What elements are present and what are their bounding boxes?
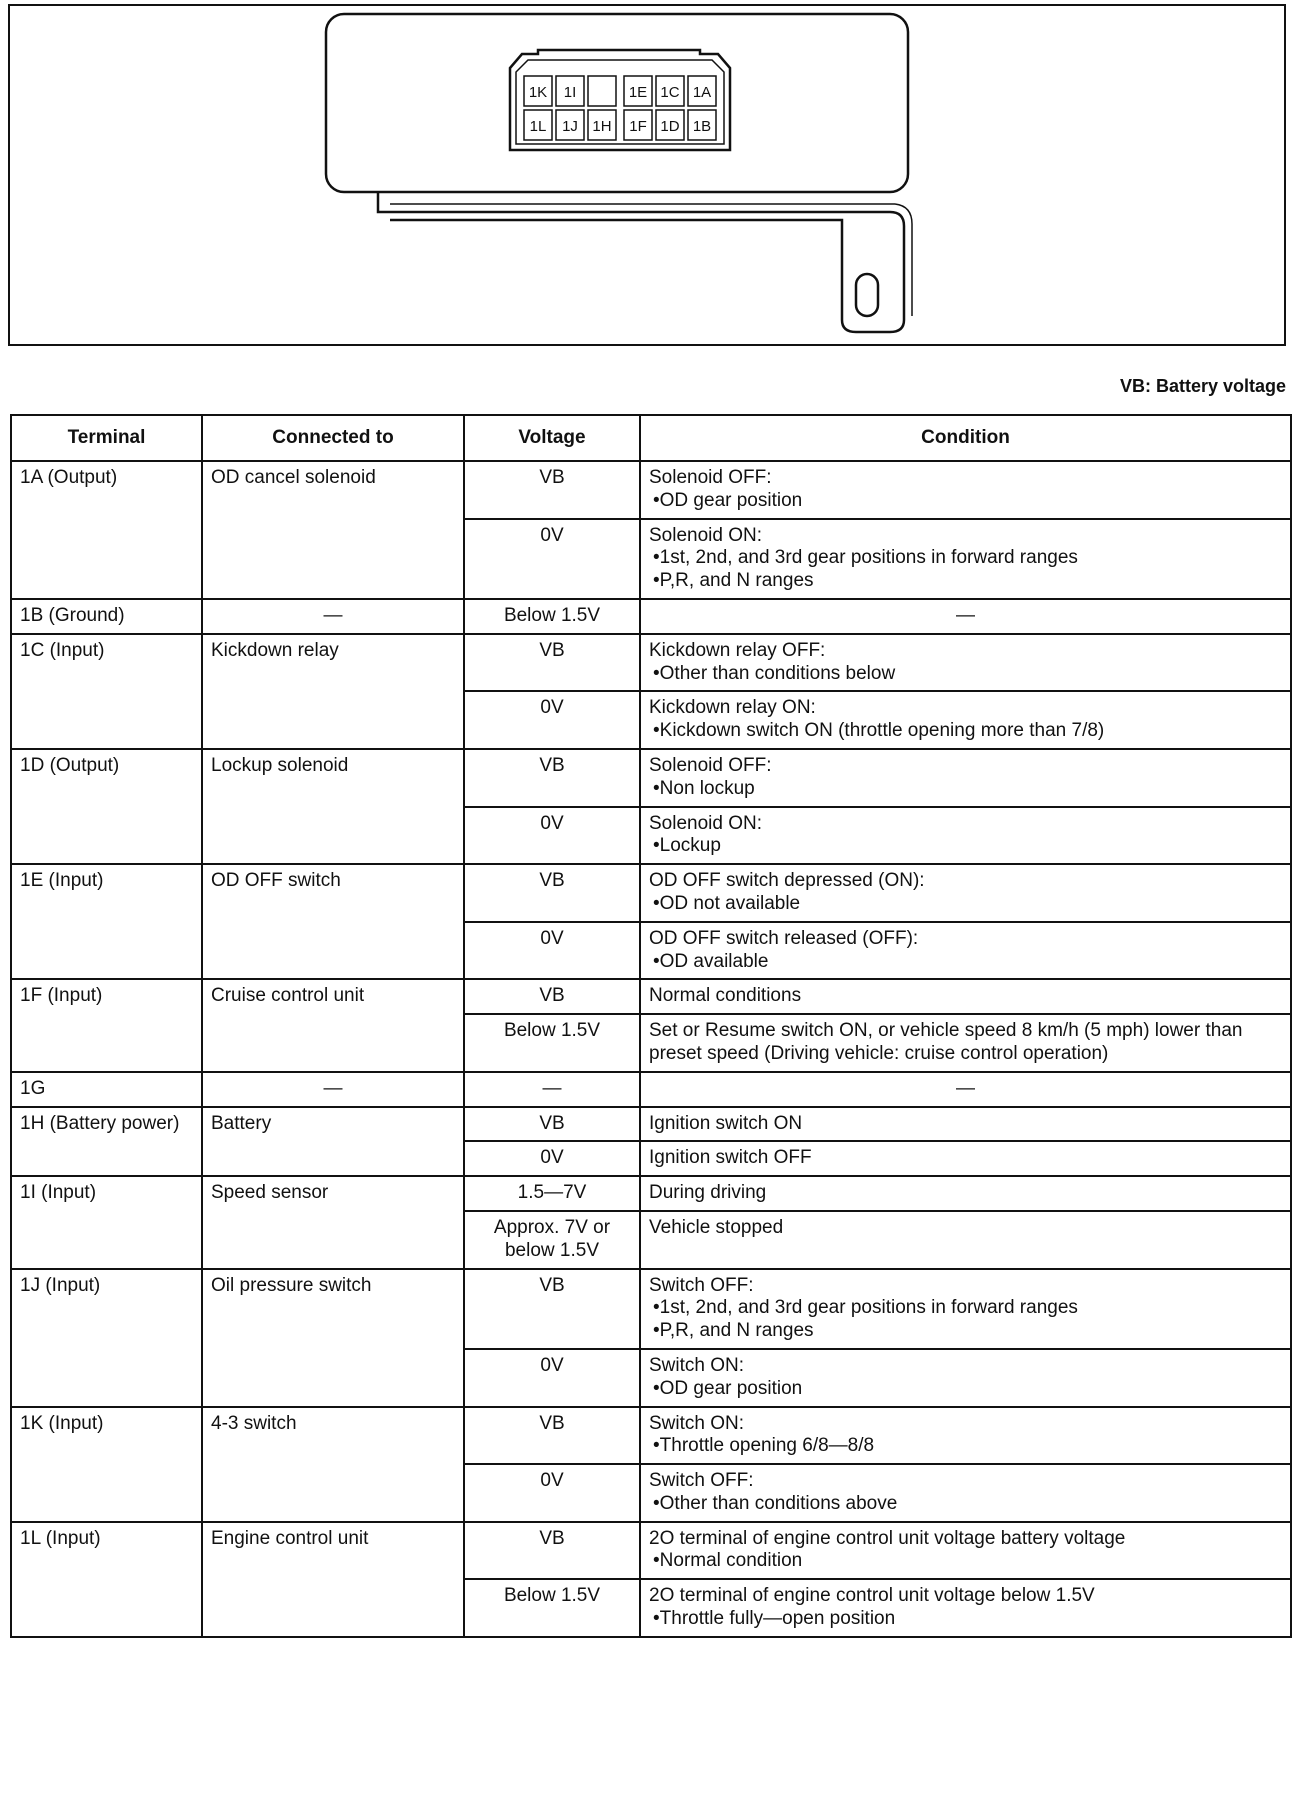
condition-cell: [640, 1072, 1291, 1107]
condition-bullet: • Throttle fully—open position: [649, 1608, 1282, 1631]
condition-text: Set or Resume switch ON, or vehicle speed 8 km/h (5 mph) lower than preset speed (Driving vehicle: cruise control operation): [649, 1020, 1243, 1064]
voltage-cell: 0V: [464, 519, 640, 599]
condition-bullet: • Normal condition: [649, 1550, 1282, 1573]
table-row: [11, 1072, 1291, 1107]
connected-to-cell: OD cancel solenoid: [202, 461, 464, 599]
condition-cell: [640, 922, 1291, 980]
battery-voltage-note: VB: Battery voltage: [1119, 376, 1286, 396]
connected-to-cell: Speed sensor: [202, 1176, 464, 1268]
voltage-cell: —: [464, 1072, 640, 1107]
condition-text: Normal conditions: [649, 985, 802, 1007]
terminal-cell: 1E (Input): [11, 864, 202, 979]
connector-pins: [524, 76, 716, 140]
voltage-cell: VB: [464, 634, 640, 692]
table-row: [11, 1522, 1291, 1580]
condition-text: 2O terminal of engine control unit voltage below 1.5V: [649, 1585, 1095, 1607]
condition-text: —: [956, 604, 975, 626]
condition-bullet: • P,R, and N ranges: [649, 570, 1282, 593]
terminal-cell: 1A (Output): [11, 461, 202, 599]
connected-to-cell: Engine control unit: [202, 1522, 464, 1637]
pin-label: 1I: [563, 84, 577, 101]
header-condition: Condition: [640, 415, 1291, 461]
pin-label: 1C: [660, 84, 680, 101]
unit-housing: [326, 14, 908, 192]
condition-text: Switch OFF:: [649, 1470, 754, 1492]
condition-cell: [640, 1464, 1291, 1522]
pin-label: 1J: [562, 118, 578, 135]
condition-cell: [640, 1407, 1291, 1465]
condition-cell: [640, 1269, 1291, 1349]
terminal-cell: 1D (Output): [11, 749, 202, 864]
condition-cell: [640, 807, 1291, 865]
connected-to-cell: Cruise control unit: [202, 979, 464, 1071]
connected-to-cell: Oil pressure switch: [202, 1269, 464, 1407]
connected-to-cell: 4-3 switch: [202, 1407, 464, 1522]
connected-to-cell: —: [202, 599, 464, 634]
pin-label: 1L: [529, 118, 547, 135]
condition-cell: [640, 1349, 1291, 1407]
mounting-bracket: [378, 192, 904, 332]
condition-text: Solenoid OFF:: [649, 754, 772, 776]
condition-text: Solenoid OFF:: [649, 467, 772, 488]
condition-bullet: • Throttle opening 6/8—8/8: [649, 1435, 1282, 1458]
connector-pin: [588, 76, 616, 106]
condition-cell: [640, 519, 1291, 599]
voltage-cell: 0V: [464, 1141, 640, 1176]
voltage-cell: VB: [464, 749, 640, 807]
header-connected-to: Connected to: [202, 415, 464, 461]
condition-bullet: • Kickdown switch ON (throttle opening more than 7/8): [649, 720, 1282, 743]
condition-cell: [640, 1014, 1291, 1072]
condition-text: —: [956, 1077, 975, 1099]
pin-label: 1D: [660, 118, 680, 135]
condition-bullet: • OD available: [649, 951, 1282, 974]
condition-text: Vehicle stopped: [649, 1216, 784, 1238]
connected-to-cell: —: [202, 1072, 464, 1107]
terminal-cell: 1C (Input): [11, 634, 202, 749]
condition-cell: [640, 1176, 1291, 1211]
terminal-cell: 1L (Input): [11, 1522, 202, 1637]
connected-to-cell: Lockup solenoid: [202, 749, 464, 864]
condition-cell: [640, 691, 1291, 749]
voltage-cell: VB: [464, 979, 640, 1014]
table-row: [11, 1176, 1291, 1211]
condition-cell: [640, 749, 1291, 807]
voltage-cell: VB: [464, 461, 640, 519]
header-terminal: Terminal: [11, 415, 202, 461]
table-row: [11, 461, 1291, 519]
terminal-cell: 1F (Input): [11, 979, 202, 1071]
condition-bullet: • P,R, and N ranges: [649, 1320, 1282, 1343]
terminal-cell: 1H (Battery power): [11, 1107, 202, 1177]
voltage-cell: 0V: [464, 807, 640, 865]
table-row: [11, 1407, 1291, 1465]
pin-label: 1F: [629, 118, 647, 135]
table-row: [11, 1107, 1291, 1142]
voltage-cell: Below 1.5V: [464, 599, 640, 634]
condition-cell: [640, 1141, 1291, 1176]
voltage-cell: 0V: [464, 922, 640, 980]
pin-label: 1A: [692, 84, 712, 101]
condition-text: Switch OFF:: [649, 1274, 754, 1296]
condition-bullet: • Non lockup: [649, 778, 1282, 801]
connected-to-cell: Kickdown relay: [202, 634, 464, 749]
control-unit-drawing: [10, 6, 1288, 348]
condition-text: OD OFF switch released (OFF):: [649, 927, 919, 949]
mounting-slot: [856, 274, 878, 316]
pin-label: 1K: [528, 84, 548, 101]
voltage-cell: 0V: [464, 1349, 640, 1407]
condition-text: Solenoid ON:: [649, 812, 763, 834]
pin-label: 1E: [628, 84, 648, 101]
table-row: [11, 1269, 1291, 1349]
connected-to-cell: Battery: [202, 1107, 464, 1177]
terminal-cell: 1I (Input): [11, 1176, 202, 1268]
voltage-cell: VB: [464, 1107, 640, 1142]
table-row: [11, 634, 1291, 692]
condition-text: 2O terminal of engine control unit voltage battery voltage: [649, 1527, 1126, 1549]
condition-bullet: • Lockup: [649, 835, 1282, 858]
voltage-cell: 0V: [464, 691, 640, 749]
connector-diagram: [8, 4, 1286, 346]
condition-cell: [640, 634, 1291, 692]
condition-bullet: • Other than conditions above: [649, 1493, 1282, 1516]
connected-to-cell: OD OFF switch: [202, 864, 464, 979]
terminal-cell: 1J (Input): [11, 1269, 202, 1407]
voltage-cell: VB: [464, 1522, 640, 1580]
condition-cell: [640, 461, 1291, 519]
condition-bullet: • OD gear position: [649, 490, 1282, 513]
condition-text: Kickdown relay OFF:: [649, 639, 826, 661]
condition-bullet: • OD not available: [649, 893, 1282, 916]
header-voltage: Voltage: [464, 415, 640, 461]
condition-cell: [640, 1107, 1291, 1142]
condition-text: Switch ON:: [649, 1412, 745, 1434]
voltage-cell: Approx. 7V or below 1.5V: [464, 1211, 640, 1269]
condition-text: During driving: [649, 1182, 767, 1204]
table-row: [11, 749, 1291, 807]
condition-text: Ignition switch ON: [649, 1112, 803, 1134]
condition-text: Switch ON:: [649, 1354, 745, 1376]
table-header-row: [11, 415, 1291, 461]
pin-label: 1H: [592, 118, 612, 135]
table-row: [11, 864, 1291, 922]
pin-label: 1B: [692, 118, 712, 135]
condition-text: Kickdown relay ON:: [649, 697, 816, 719]
table-row: [11, 979, 1291, 1014]
voltage-cell: 0V: [464, 1464, 640, 1522]
terminal-voltage-table: [10, 414, 1292, 1638]
condition-cell: [640, 1211, 1291, 1269]
voltage-cell: Below 1.5V: [464, 1014, 640, 1072]
condition-text: OD OFF switch depressed (ON):: [649, 870, 925, 892]
condition-text: Ignition switch OFF: [649, 1147, 812, 1169]
voltage-cell: VB: [464, 1407, 640, 1465]
condition-bullet: • 1st, 2nd, and 3rd gear positions in forward ranges: [649, 1297, 1282, 1320]
condition-cell: [640, 864, 1291, 922]
condition-cell: [640, 599, 1291, 634]
condition-bullet: • OD gear position: [649, 1378, 1282, 1401]
voltage-cell: VB: [464, 1269, 640, 1349]
voltage-cell: VB: [464, 864, 640, 922]
condition-cell: [640, 979, 1291, 1014]
condition-cell: [640, 1579, 1291, 1637]
condition-bullet: • Other than conditions below: [649, 663, 1282, 686]
terminal-cell: 1K (Input): [11, 1407, 202, 1522]
voltage-cell: Below 1.5V: [464, 1579, 640, 1637]
terminal-cell: 1G: [11, 1072, 202, 1107]
condition-cell: [640, 1522, 1291, 1580]
terminal-cell: 1B (Ground): [11, 599, 202, 634]
voltage-cell: 1.5—7V: [464, 1176, 640, 1211]
condition-bullet: • 1st, 2nd, and 3rd gear positions in forward ranges: [649, 547, 1282, 570]
condition-text: Solenoid ON:: [649, 524, 763, 546]
table-row: [11, 599, 1291, 634]
